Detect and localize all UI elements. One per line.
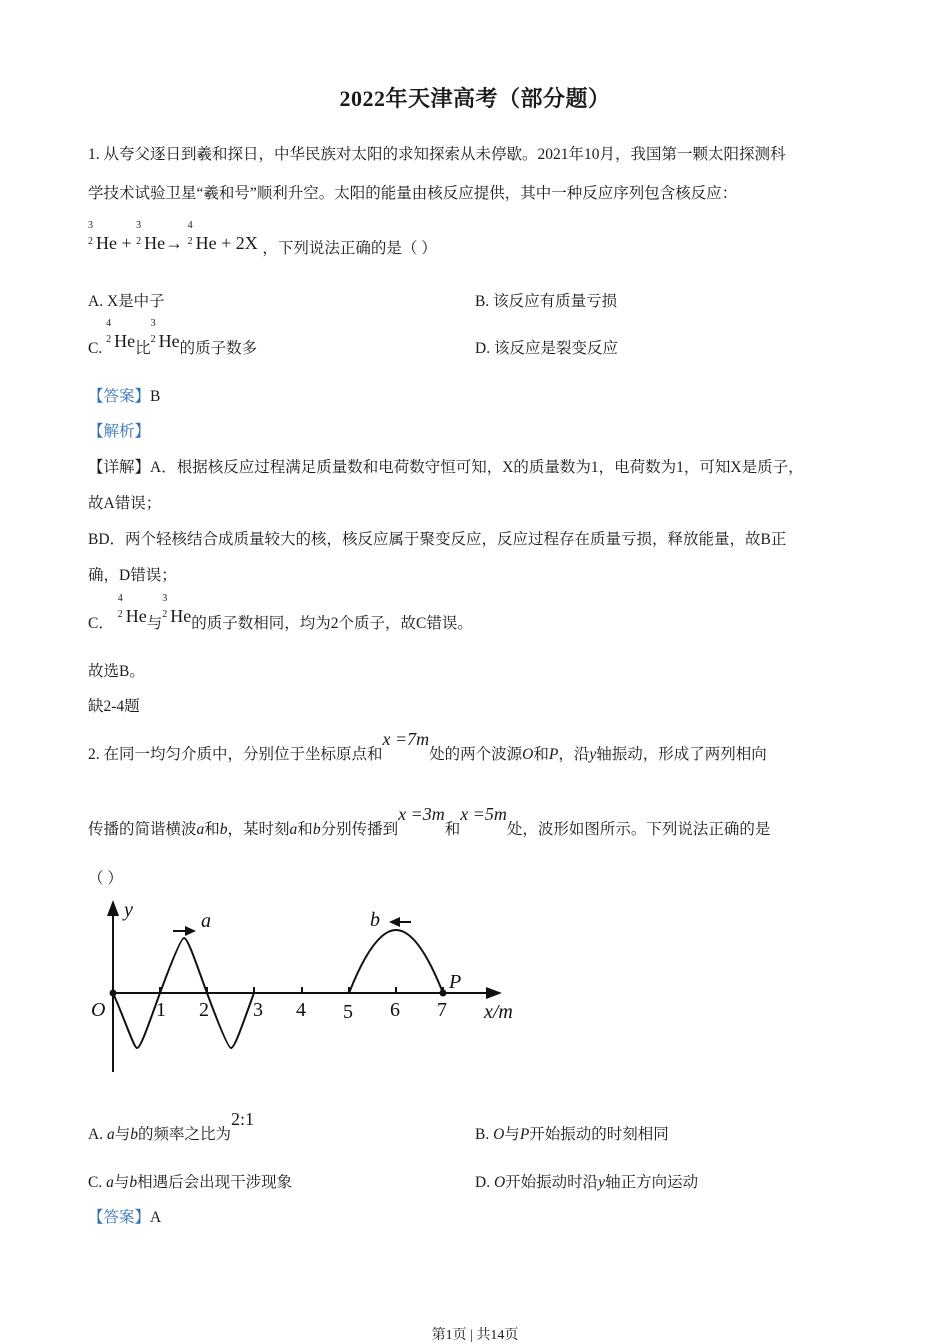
q1-stem-line2: 学技术试验卫星“羲和号”顺利升空。太阳的能量由核反应提供，其中一种反应序列包含核反应： xyxy=(88,185,738,202)
tick-label-2: 2 xyxy=(199,999,209,1021)
detail-label: 【详解】 xyxy=(88,459,151,476)
q1-conclusion: 故选B。 xyxy=(88,663,145,680)
nuclide-he3: 3 2 He xyxy=(88,220,117,253)
q2-stem-line2: 传播的简谐横波a和b，某时刻a和b分别传播到x =3m和x =5m处，波形如图所示。下列说法正确的是 xyxy=(88,804,771,838)
q2-option-b: B. O与P开始振动的时刻相同 xyxy=(475,1126,669,1143)
math-x5m: x =5m xyxy=(460,804,507,824)
tick-label-3: 3 xyxy=(253,999,263,1021)
answer-label: 【答案】 xyxy=(88,388,151,405)
origin-label: O xyxy=(91,999,106,1021)
math-x3m: x =3m xyxy=(398,804,445,824)
q1-detail-bd-line2: 确，D错误； xyxy=(88,567,177,584)
tick-label-5: 5 xyxy=(343,1001,353,1023)
x-axis-label: x/m xyxy=(484,1001,513,1023)
q1-option-c: C. 4 2 He比 3 2 He的质子数多 xyxy=(88,318,258,357)
q2-option-c: C. a与b相遇后会出现干涉现象 xyxy=(88,1174,293,1191)
nuclide-he3: 3 2 He xyxy=(136,220,166,253)
x-axis-arrow-icon xyxy=(486,987,502,999)
tick-label-1: 1 xyxy=(156,999,166,1021)
q1-detail-bd-line1: BD．两个轻核结合成质量较大的核，核反应属于聚变反应，反应过程存在质量亏损，释放能量，故B正 xyxy=(88,531,787,548)
origin-dot xyxy=(110,990,117,997)
q1-option-b: B. 该反应有质量亏损 xyxy=(475,293,618,310)
q1-stem-line1: 1. 从夸父逐日到羲和探日，中华民族对太阳的求知探索从未停歇。2021年10月，我国第一颗太阳探测科 xyxy=(88,146,786,163)
nuclide-he4: 4 2 He xyxy=(187,220,217,253)
q2-option-a: A. a与b的频率之比为2:1 xyxy=(88,1109,254,1143)
q1-option-a: A. X是中子 xyxy=(88,293,165,310)
q1-stem-tail: ，下列说法正确的是（ ） xyxy=(262,240,437,257)
q1-detail-a-line2: 故A错误； xyxy=(88,495,162,512)
ratio-value: 2:1 xyxy=(230,1109,254,1129)
q2-answer: 【答案】A xyxy=(88,1209,162,1226)
wave-b-label: b xyxy=(370,909,380,931)
arrow-left-icon xyxy=(389,917,400,927)
nuclide-he4: 4 2 He xyxy=(106,318,136,351)
q1-detail-a-line1: 【详解】A．根据核反应过程满足质量数和电荷数守恒可知，X的质量数为1，电荷数为1，可知X是质子， xyxy=(88,459,804,476)
wave-a-label: a xyxy=(201,910,211,932)
page-title: 2022年天津高考（部分题） xyxy=(339,86,611,111)
q2-stem-line1: 2. 在同一均匀介质中，分别位于坐标原点和x =7m处的两个波源O和P，沿y轴振动，形成了两列相向 xyxy=(88,729,767,763)
answer-label: 【答案】 xyxy=(88,1209,151,1226)
nuclide-he3: 3 2 He xyxy=(150,318,180,351)
nuclide-he3: 3 2 He xyxy=(162,593,192,626)
point-p-label: P xyxy=(449,971,462,993)
nuclear-equation: 3 2 He + 3 2 He→ 4 2 He + 2X xyxy=(88,220,258,253)
tick-label-7: 7 xyxy=(437,999,447,1021)
point-p-dot xyxy=(440,990,447,997)
wave-b-curve xyxy=(349,930,443,993)
arrow-icon: → xyxy=(165,233,184,253)
q2-stem-line3: （ ） xyxy=(88,870,123,887)
nuclide-he4: 4 2 He xyxy=(117,593,147,626)
q2-option-d: D. O开始振动时沿y轴正方向运动 xyxy=(475,1174,699,1191)
arrow-right-icon xyxy=(185,926,196,936)
tick-label-4: 4 xyxy=(296,999,306,1021)
math-x7m: x =7m xyxy=(382,729,430,749)
tick-label-6: 6 xyxy=(390,999,400,1021)
y-axis-arrow-icon xyxy=(107,900,119,916)
missing-note: 缺2-4题 xyxy=(88,698,140,715)
y-axis-label: y xyxy=(124,899,133,921)
page-footer: 第1页 | 共14页 xyxy=(431,1328,519,1343)
q1-answer: 【答案】B xyxy=(88,388,161,405)
q1-option-d: D. 该反应是裂变反应 xyxy=(475,340,618,357)
q1-analysis-label: 【解析】 xyxy=(88,423,151,440)
q1-detail-c: C． 4 2 He与 3 2 He的质子数相同，均为2个质子，故C错误。 xyxy=(88,593,473,632)
